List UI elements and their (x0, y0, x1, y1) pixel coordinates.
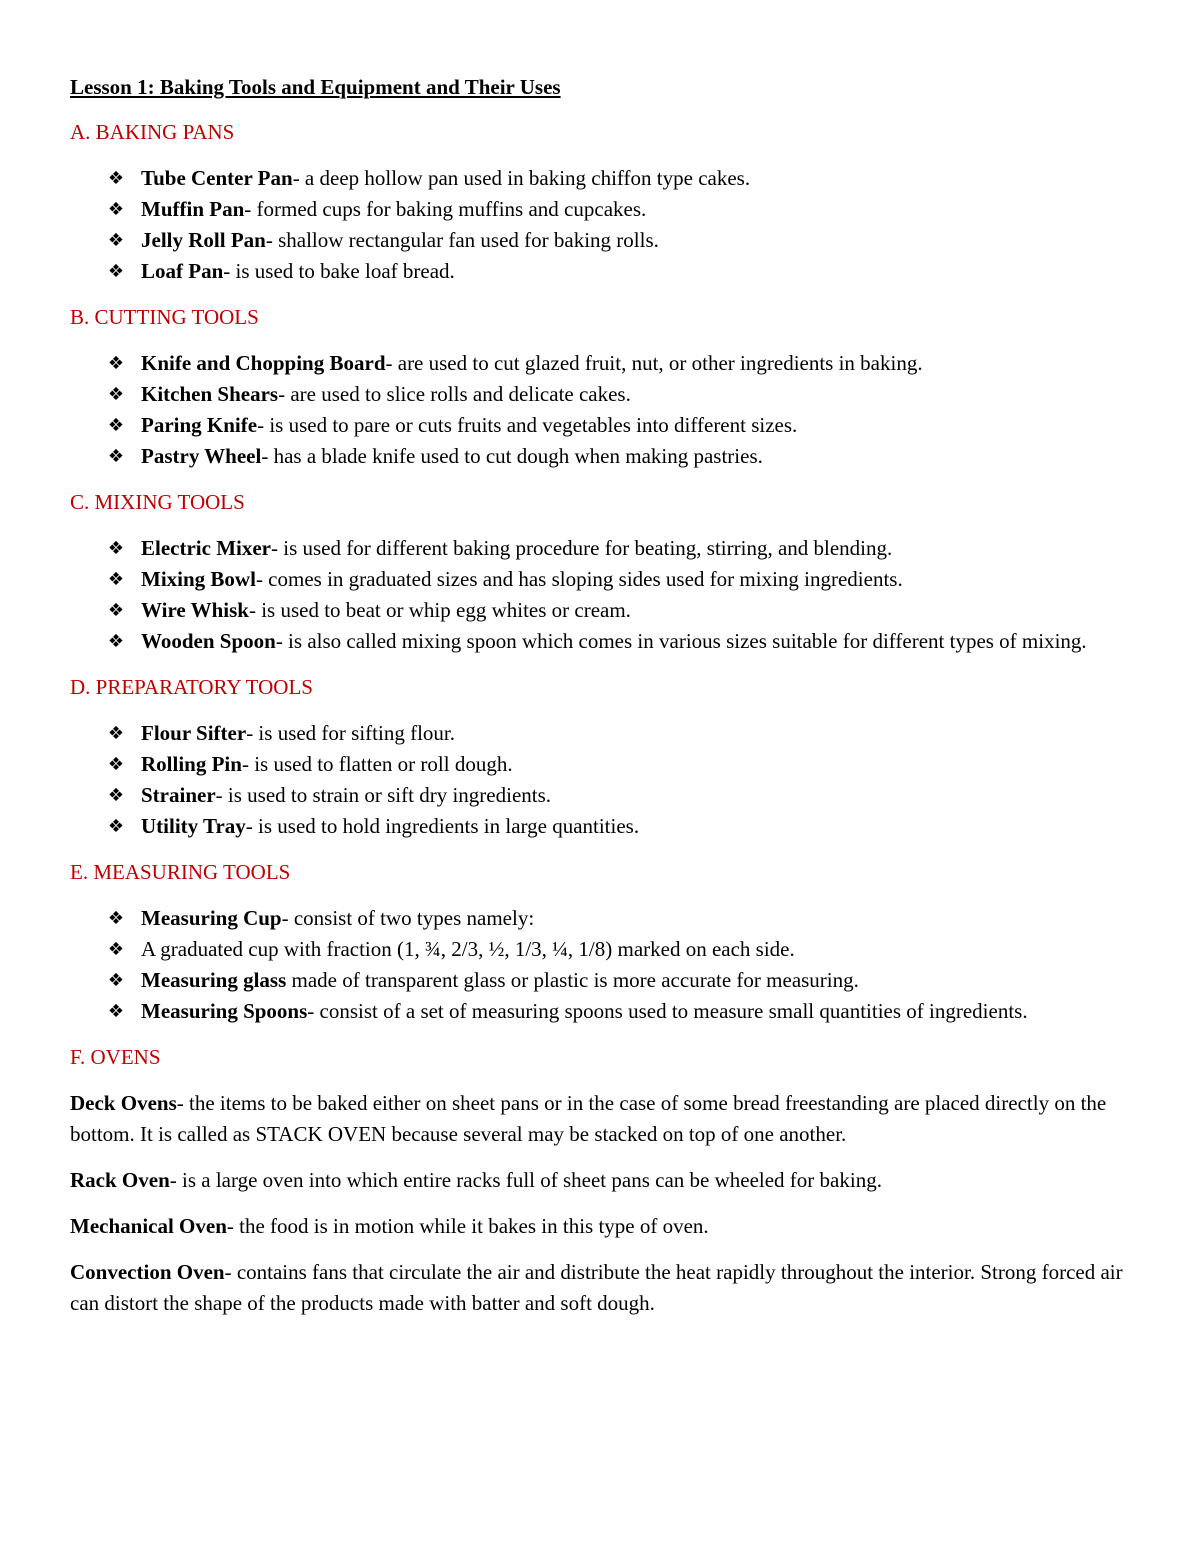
diamond-bullet-icon: ❖ (107, 1001, 125, 1022)
item-term: Wooden Spoon (141, 629, 276, 653)
list-item (70, 811, 1140, 842)
diamond-bullet-icon: ❖ (107, 723, 125, 744)
section-heading: C. MIXING TOOLS (70, 490, 245, 514)
list-item (70, 163, 1140, 194)
item-term: Utility Tray (141, 814, 246, 838)
list-item (70, 564, 1140, 595)
item-description: - is also called mixing spoon which comes in various sizes suitable for different types of mixing. (275, 629, 1087, 653)
diamond-bullet-icon: ❖ (107, 446, 125, 467)
bullet-list (70, 718, 1140, 842)
item-term: Jelly Roll Pan (141, 228, 266, 252)
item-description: A graduated cup with fraction (1, ¾, 2/3, ½, 1/3, ¼, 1/8) marked on each side. (141, 937, 795, 961)
paragraph-text: - contains fans that circulate the air and distribute the heat rapidly throughout the interior. Strong forced air can distort the shape of the products made with batter and soft dough. (70, 1260, 1123, 1315)
list-item (70, 996, 1140, 1027)
paragraph-text: - the items to be baked either on sheet pans or in the case of some bread freestanding are placed directly on the bottom. It is called as STACK OVEN because several may be stacked on top of one another. (70, 1091, 1107, 1146)
item-description: - is used for different baking procedure for beating, stirring, and blending. (271, 536, 893, 560)
paragraph-text: - is a large oven into which entire racks full of sheet pans can be wheeled for baking. (169, 1168, 882, 1192)
list-item (70, 595, 1140, 626)
list-item (70, 780, 1140, 811)
item-term: Loaf Pan (141, 259, 224, 283)
item-description: - is used to beat or whip egg whites or cream. (248, 598, 631, 622)
item-term: Kitchen Shears (141, 382, 279, 406)
list-item (70, 903, 1140, 934)
item-description: made of transparent glass or plastic is more accurate for measuring. (286, 968, 859, 992)
diamond-bullet-icon: ❖ (107, 415, 125, 436)
item-description: - a deep hollow pan used in baking chiffon type cakes. (292, 166, 751, 190)
bullet-list (70, 903, 1140, 1027)
diamond-bullet-icon: ❖ (107, 600, 125, 621)
item-description: - are used to slice rolls and delicate cakes. (278, 382, 631, 406)
document-body (70, 117, 1140, 1319)
paragraph-term: Rack Oven (70, 1168, 170, 1192)
item-description: - is used to flatten or roll dough. (241, 752, 513, 776)
diamond-bullet-icon: ❖ (107, 970, 125, 991)
diamond-bullet-icon: ❖ (107, 353, 125, 374)
bullet-list (70, 348, 1140, 472)
item-term: Muffin Pan (141, 197, 245, 221)
item-term: Wire Whisk (141, 598, 249, 622)
item-description: - shallow rectangular fan used for baking rolls. (265, 228, 659, 252)
diamond-bullet-icon: ❖ (107, 199, 125, 220)
diamond-bullet-icon: ❖ (107, 261, 125, 282)
item-term: Electric Mixer (141, 536, 271, 560)
item-term: Mixing Bowl (141, 567, 256, 591)
list-item (70, 225, 1140, 256)
item-term: Rolling Pin (141, 752, 242, 776)
item-term: Measuring Spoons (141, 999, 308, 1023)
oven-paragraph (70, 1088, 1140, 1150)
item-description: - is used to hold ingredients in large quantities. (245, 814, 640, 838)
bullet-list (70, 533, 1140, 657)
item-term: Flour Sifter (141, 721, 247, 745)
item-description: - has a blade knife used to cut dough when making pastries. (261, 444, 763, 468)
diamond-bullet-icon: ❖ (107, 816, 125, 837)
paragraph-text: - the food is in motion while it bakes in this type of oven. (226, 1214, 709, 1238)
item-term: Measuring Cup (141, 906, 282, 930)
diamond-bullet-icon: ❖ (107, 538, 125, 559)
item-term: Strainer (141, 783, 216, 807)
section-heading: E. MEASURING TOOLS (70, 860, 291, 884)
list-item (70, 348, 1140, 379)
diamond-bullet-icon: ❖ (107, 569, 125, 590)
item-description: - is used to bake loaf bread. (223, 259, 455, 283)
bullet-list (70, 163, 1140, 287)
item-description: - consist of two types namely: (281, 906, 535, 930)
diamond-bullet-icon: ❖ (107, 168, 125, 189)
section-heading: A. BAKING PANS (70, 120, 235, 144)
list-item (70, 749, 1140, 780)
item-term: Paring Knife (141, 413, 258, 437)
list-item (70, 533, 1140, 564)
oven-paragraph (70, 1165, 1140, 1196)
paragraph-term: Convection Oven (70, 1260, 225, 1284)
page-title: Lesson 1: Baking Tools and Equipment and Their Uses (70, 75, 561, 99)
section-heading: D. PREPARATORY TOOLS (70, 675, 313, 699)
section-heading: F. OVENS (70, 1045, 161, 1069)
oven-paragraph (70, 1257, 1140, 1319)
list-item (70, 194, 1140, 225)
diamond-bullet-icon: ❖ (107, 384, 125, 405)
list-item (70, 626, 1140, 657)
oven-paragraph (70, 1211, 1140, 1242)
item-description: - is used for sifting flour. (246, 721, 455, 745)
diamond-bullet-icon: ❖ (107, 939, 125, 960)
diamond-bullet-icon: ❖ (107, 631, 125, 652)
paragraph-term: Deck Ovens (70, 1091, 177, 1115)
item-description: - is used to pare or cuts fruits and vegetables into different sizes. (257, 413, 798, 437)
list-item (70, 965, 1140, 996)
section-heading: B. CUTTING TOOLS (70, 305, 259, 329)
list-item (70, 379, 1140, 410)
item-description: - formed cups for baking muffins and cupcakes. (244, 197, 647, 221)
list-item (70, 718, 1140, 749)
diamond-bullet-icon: ❖ (107, 785, 125, 806)
item-term: Measuring glass (141, 968, 287, 992)
paragraph-term: Mechanical Oven (70, 1214, 227, 1238)
item-term: Tube Center Pan (141, 166, 293, 190)
item-description: - comes in graduated sizes and has sloping sides used for mixing ingredients. (255, 567, 903, 591)
list-item (70, 256, 1140, 287)
list-item (70, 441, 1140, 472)
list-item (70, 410, 1140, 441)
item-term: Knife and Chopping Board (141, 351, 386, 375)
list-item (70, 934, 1140, 965)
item-term: Pastry Wheel (141, 444, 262, 468)
item-description: - consist of a set of measuring spoons used to measure small quantities of ingredients. (307, 999, 1028, 1023)
item-description: - is used to strain or sift dry ingredients. (215, 783, 552, 807)
item-description: - are used to cut glazed fruit, nut, or other ingredients in baking. (385, 351, 923, 375)
diamond-bullet-icon: ❖ (107, 754, 125, 775)
diamond-bullet-icon: ❖ (107, 908, 125, 929)
diamond-bullet-icon: ❖ (107, 230, 125, 251)
